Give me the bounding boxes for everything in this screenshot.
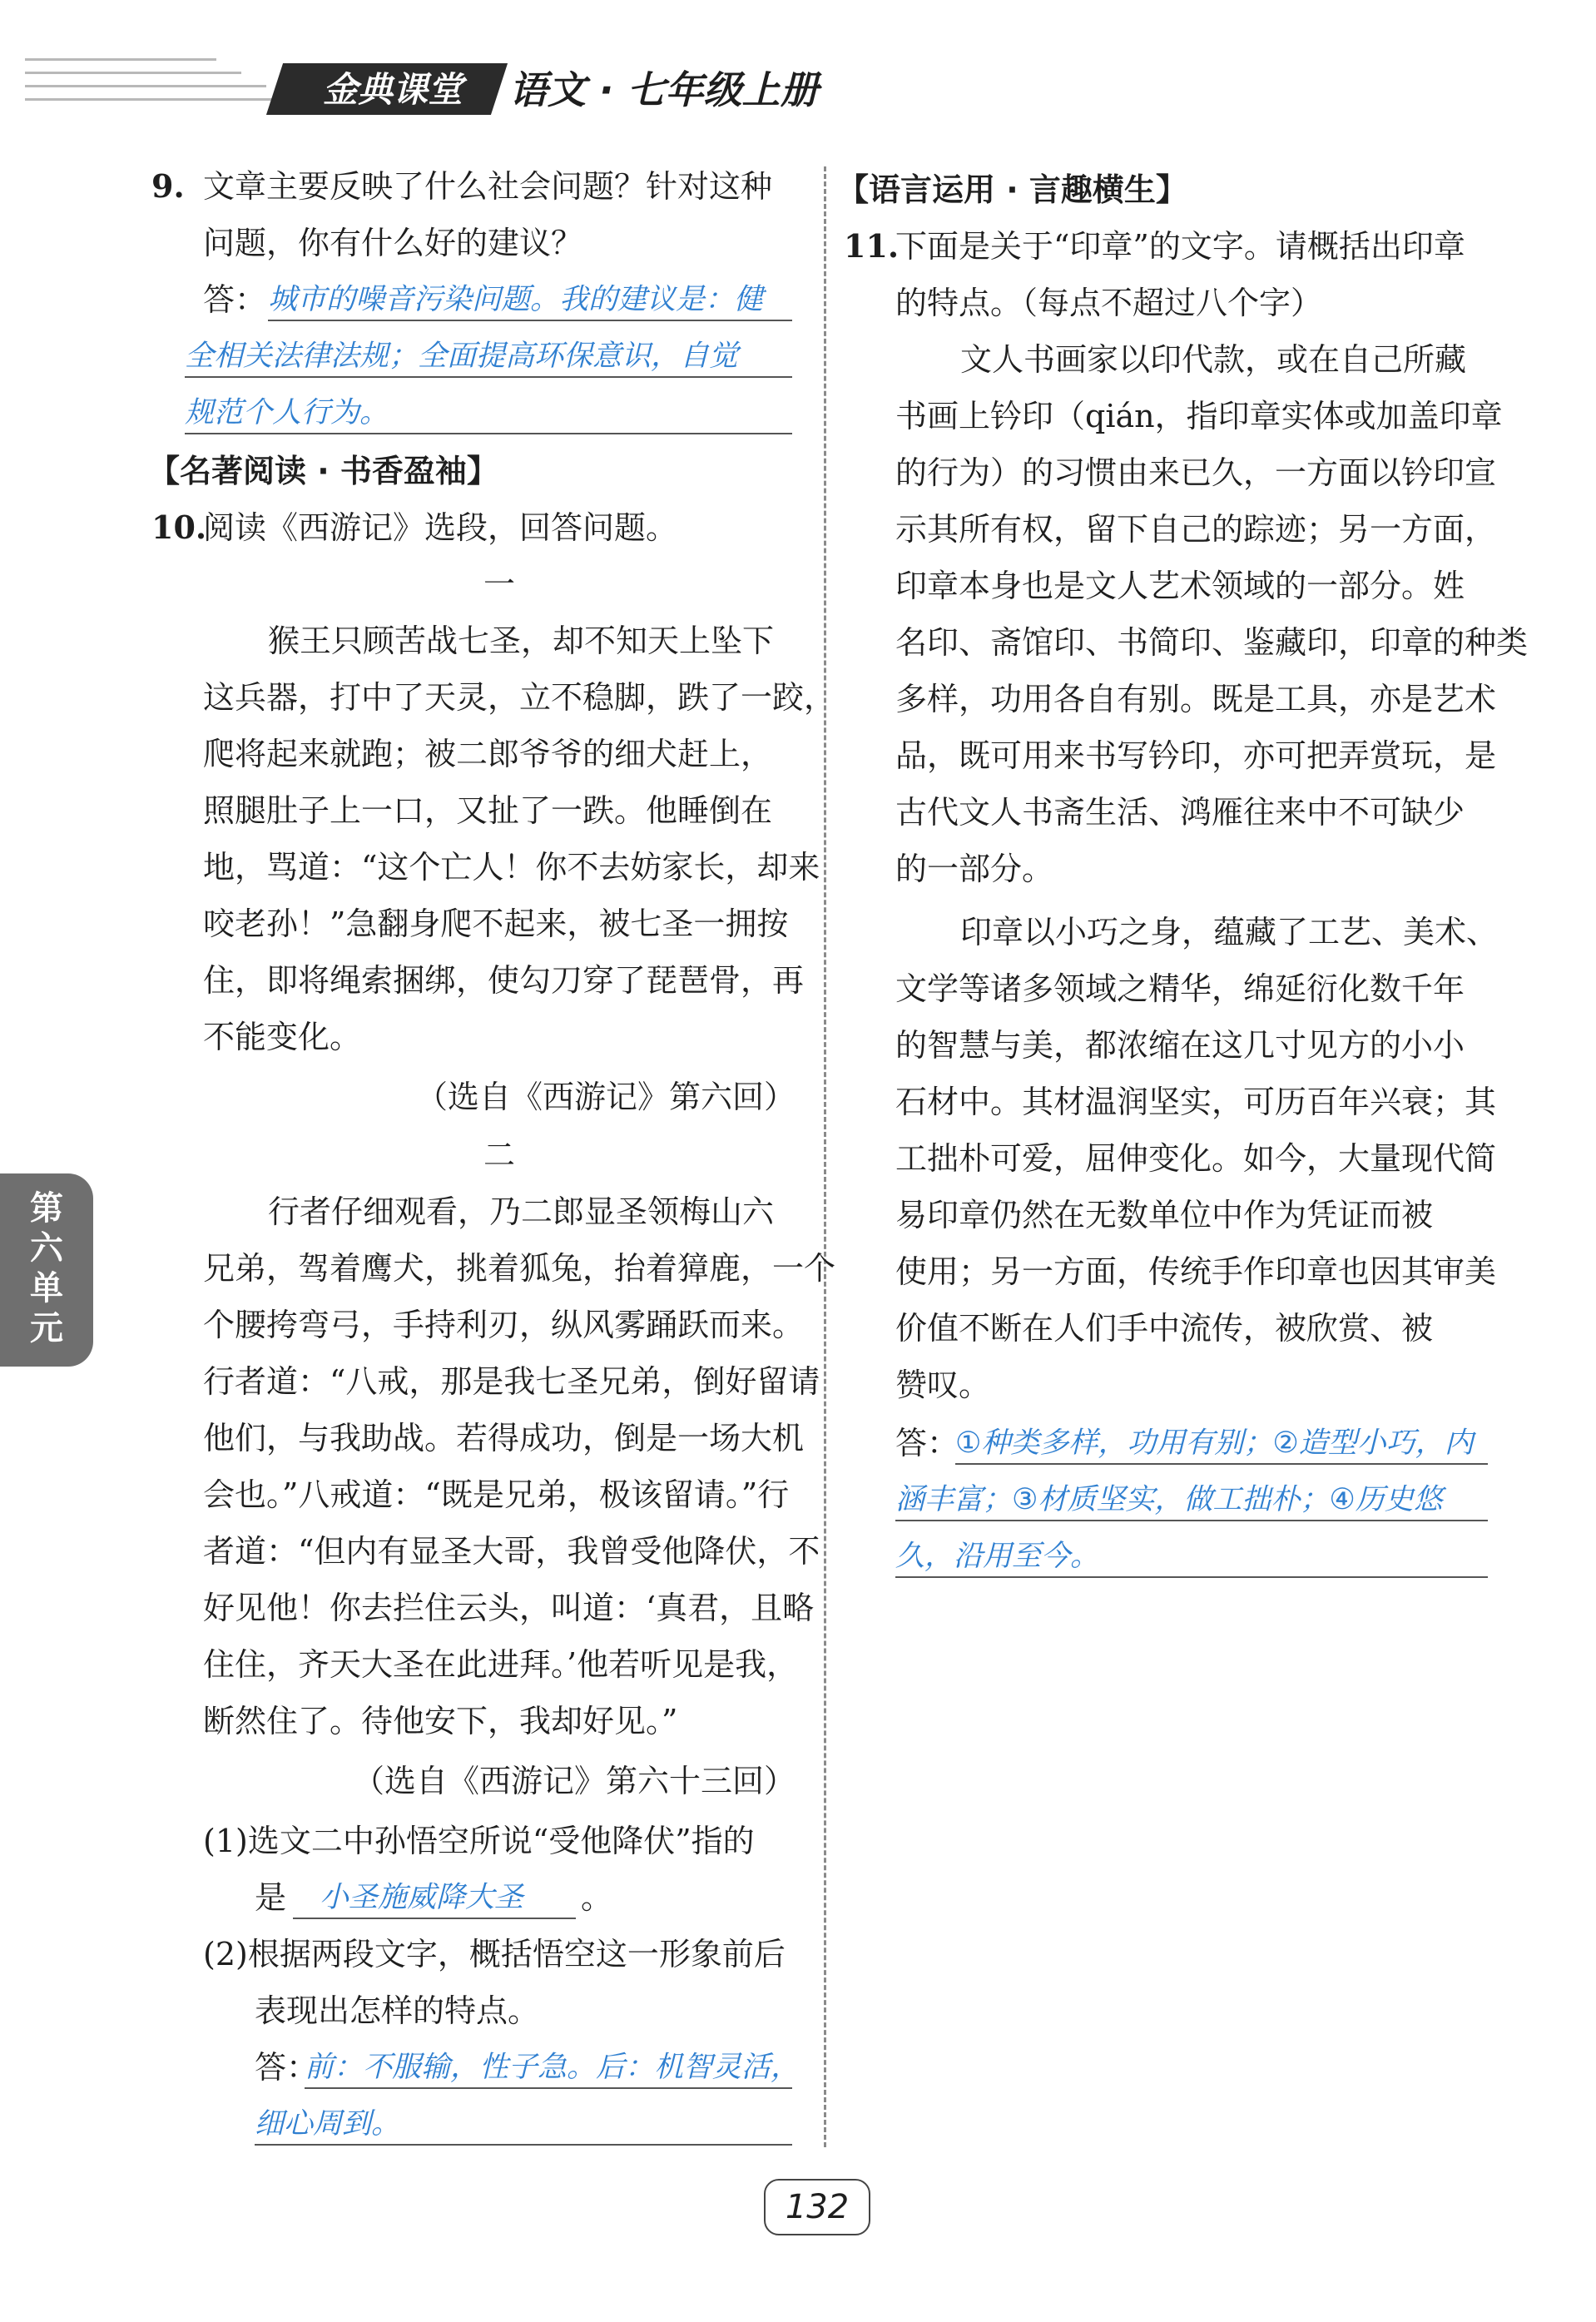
q10-sub1-prefix: 是 — [255, 1879, 287, 1916]
q11-prompt-line-2: 的特点。（每点不超过八个字） — [895, 285, 1323, 321]
q10-part1-line-3: 爬将起来就跑；被二郎爷爷的细犬赶上， — [203, 736, 773, 772]
q11-para2-line-5: 工拙朴可爱，屈伸变化。如今，大量现代简 — [895, 1140, 1497, 1177]
q11-answer-line-2: 涵丰富；③材质坚实，做工拙朴；④历史悠 — [895, 1483, 1443, 1516]
q10-part2-line-7: 者道：“但内有显圣大哥，我曾受他降伏，不 — [203, 1533, 820, 1570]
q10-part1-line-4: 照腿肚子上一口，又扯了一跌。他睡倒在 — [203, 792, 773, 829]
book-title: 语文 · 七年级上册 — [509, 67, 819, 112]
q11-para2-line-3: 的智慧与美，都浓缩在这几寸见方的小小 — [895, 1027, 1465, 1064]
q9-answer-underline-1 — [268, 320, 792, 321]
q11-para1-line-3: 的行为）的习惯由来已久，一方面以钤印宣 — [895, 454, 1497, 491]
q11-prompt-line-1: 下面是关于“印章”的文字。请概括出印章 — [895, 228, 1465, 265]
q10-sub2-answer-line-2: 细心周到。 — [255, 2107, 401, 2141]
q11-answer-line-3: 久，沿用至今。 — [895, 1540, 1100, 1573]
q10-sub1-underline — [293, 1918, 576, 1919]
q10-part1-heading: 一 — [483, 566, 515, 603]
q10-part2-heading: 二 — [483, 1137, 515, 1173]
q10-part2-line-10: 断然住了。待他安下，我却好见。” — [203, 1703, 678, 1739]
section-title-language: 【语言运用 · 言趣横生】 — [837, 171, 1187, 208]
q10-part1-line-2: 这兵器，打中了天灵，立不稳脚，跌了一跤， — [203, 679, 836, 716]
q11-para1-line-2: 书画上钤印（qián，指印章实体或加盖印章 — [895, 398, 1503, 434]
q11-para1-line-10: 的一部分。 — [895, 851, 1054, 887]
q9-answer-line-3: 规范个人行为。 — [185, 396, 389, 429]
q11-para1-line-9: 古代文人书斋生活、鸿雁往来中不可缺少 — [895, 794, 1465, 831]
q10-part2-line-2: 兄弟，驾着鹰犬，挑着狐兔，抬着獐鹿，一个 — [203, 1250, 836, 1287]
q10-part2-line-6: 会也。”八戒道：“既是兄弟，极该留请。”行 — [203, 1476, 790, 1513]
q10-part1-line-5: 地，骂道：“这个亡人！你不去妨家长，却来 — [203, 849, 820, 886]
q10-sub2-line-2: 表现出怎样的特点。 — [255, 1992, 540, 2029]
q9-answer-line-1: 城市的噪音污染问题。我的建议是：健 — [268, 283, 764, 316]
page-number: 132 — [764, 2179, 870, 2235]
q11-answer-underline-2 — [895, 1520, 1488, 1521]
section-title-classics: 【名著阅读 · 书香盈袖】 — [148, 453, 498, 489]
q11-para2-line-4: 石材中。其材温润坚实，可历百年兴衰；其 — [895, 1084, 1497, 1120]
q10-sub2-answer-underline-1 — [305, 2087, 792, 2089]
q11-number: 11. — [844, 227, 900, 265]
q11-para1-line-4: 示其所有权，留下自己的踪迹；另一方面， — [895, 511, 1497, 548]
q10-part2-line-4: 行者道：“八戒，那是我七圣兄弟，倒好留请 — [203, 1363, 820, 1400]
q11-answer-label: 答： — [895, 1425, 959, 1461]
q9-answer-underline-2 — [185, 376, 792, 378]
q10-part2-source: （选自《西游记》第六十三回） — [352, 1763, 796, 1799]
q11-para1-line-5: 印章本身也是文人艺术领域的一部分。姓 — [895, 568, 1465, 604]
header-rule-4 — [25, 98, 275, 101]
column-divider — [824, 166, 826, 2147]
q9-answer-line-2: 全相关法律法规；全面提高环保意识，自觉 — [185, 340, 739, 373]
q11-para2-line-6: 易印章仍然在无数单位中作为凭证而被 — [895, 1197, 1434, 1233]
q10-part2-line-5: 他们，与我助战。若得成功，倒是一场大机 — [203, 1420, 805, 1456]
q11-answer-underline-3 — [895, 1576, 1488, 1578]
q9-number: 9. — [151, 167, 185, 205]
q9-prompt-line-1: 文章主要反映了什么社会问题？针对这种 — [203, 168, 773, 205]
q10-part1-line-8: 不能变化。 — [203, 1019, 362, 1055]
page-header — [0, 0, 1596, 133]
q10-part1-line-1: 猴王只顾苦战七圣，却不知天上坠下 — [268, 623, 775, 659]
q10-part2-line-8: 好见他！你去拦住云头，叫道：‘真君，且略 — [203, 1590, 815, 1626]
q11-para2-line-1: 印章以小巧之身，蕴藏了工艺、美术、 — [960, 914, 1499, 950]
q11-para1-line-8: 品，既可用来书写钤印，亦可把弄赏玩，是 — [895, 737, 1497, 774]
q10-part2-line-1: 行者仔细观看，乃二郎显圣领梅山六 — [268, 1193, 775, 1230]
brand-name: 金典课堂 — [322, 69, 463, 110]
q10-part1-line-7: 住，即将绳索捆绑，使勾刀穿了琵琶骨，再 — [203, 962, 805, 999]
q9-answer-label: 答： — [203, 281, 267, 318]
q9-answer-underline-3 — [185, 433, 792, 434]
q11-answer-line-1: ①种类多样，功用有别；②造型小巧，内 — [955, 1426, 1474, 1460]
unit-side-tab-label: 第六单元 — [30, 1189, 63, 1347]
q11-answer-underline-1 — [955, 1463, 1488, 1465]
q10-part2-line-9: 住住，齐天大圣在此进拜。’他若听见是我， — [203, 1646, 799, 1683]
q10-number: 10. — [151, 509, 207, 546]
q11-para2-line-9: 赞叹。 — [895, 1367, 991, 1403]
q10-sub2-answer-line-1: 前：不服输，性子急。后：机智灵活， — [305, 2051, 800, 2084]
q10-sub1-line-1: (1)选文二中孙悟空所说“受他降伏”指的 — [203, 1823, 755, 1859]
q11-para2-line-8: 价值不断在人们手中流传，被欣赏、被 — [895, 1310, 1434, 1347]
q10-prompt: 阅读《西游记》选段，回答问题。 — [203, 509, 678, 546]
q11-para2-line-7: 使用；另一方面，传统手作印章也因其审美 — [895, 1253, 1497, 1290]
q11-para1-line-1: 文人书画家以印代款，或在自己所藏 — [960, 341, 1467, 378]
header-rule-1 — [25, 58, 216, 61]
q10-sub2-answer-underline-2 — [255, 2144, 792, 2146]
q10-sub1-suffix: 。 — [581, 1879, 613, 1916]
q10-sub2-answer-label: 答： — [255, 2049, 319, 2086]
q10-part2-line-3: 个腰挎弯弓，手持利刃，纵风雾踊跃而来。 — [203, 1307, 805, 1343]
q11-para2-line-2: 文学等诸多领域之精华，绵延衍化数千年 — [895, 970, 1465, 1007]
q10-sub1-answer: 小圣施威降大圣 — [320, 1881, 524, 1914]
q10-sub2-line-1: (2)根据两段文字，概括悟空这一形象前后 — [203, 1936, 786, 1972]
q10-part1-source: （选自《西游记》第六回） — [415, 1079, 796, 1115]
header-rule-2 — [25, 72, 241, 74]
q10-part1-line-6: 咬老孙！”急翻身爬不起来，被七圣一拥按 — [203, 905, 789, 942]
q9-prompt-line-2: 问题，你有什么好的建议？ — [203, 225, 583, 261]
q11-para1-line-6: 名印、斋馆印、书简印、鉴藏印，印章的种类 — [895, 624, 1529, 661]
q11-para1-line-7: 多样，功用各自有别。既是工具，亦是艺术 — [895, 681, 1497, 717]
header-rule-3 — [25, 85, 266, 87]
